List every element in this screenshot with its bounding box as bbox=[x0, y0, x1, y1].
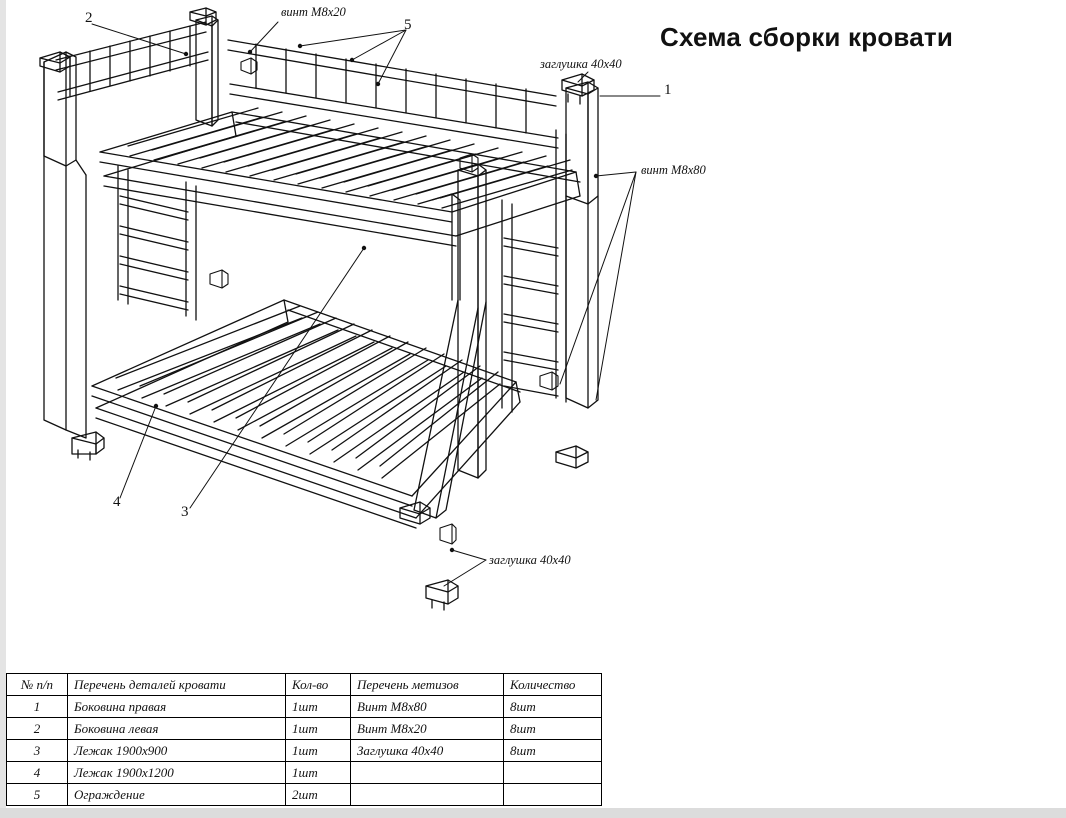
table-row bbox=[7, 740, 602, 762]
callout-cap-40x40-top: заглушка 40х40 bbox=[540, 57, 622, 71]
cell-num: 1 bbox=[7, 696, 68, 718]
parts-table bbox=[6, 673, 602, 806]
table-row bbox=[7, 784, 602, 806]
cell-num: 2 bbox=[7, 718, 68, 740]
header-num: № п/п bbox=[7, 674, 68, 696]
cap-foot-left bbox=[72, 432, 104, 460]
post-back-right bbox=[566, 82, 598, 408]
ladder-right bbox=[502, 130, 566, 412]
item-number-1: 1 bbox=[664, 82, 672, 98]
upper-bed-frame bbox=[100, 108, 580, 246]
cell-hardware-qty: 8шт bbox=[504, 696, 602, 718]
leader-dots bbox=[154, 44, 598, 552]
table-row bbox=[7, 762, 602, 784]
table-header-row bbox=[7, 674, 602, 696]
callout-cap-40x40-bottom: заглушка 40х40 bbox=[489, 553, 571, 567]
table-row bbox=[7, 696, 602, 718]
header-hardware-qty: Количество bbox=[504, 674, 602, 696]
cell-hardware: Винт М8х20 bbox=[351, 718, 504, 740]
cell-num: 5 bbox=[7, 784, 68, 806]
page-title: Схема сборки кровати bbox=[660, 22, 954, 52]
cell-hardware: Винт М8х80 bbox=[351, 696, 504, 718]
cell-partname: Боковина правая bbox=[68, 696, 286, 718]
cell-hardware bbox=[351, 762, 504, 784]
cell-hardware-qty bbox=[504, 762, 602, 784]
cell-num: 4 bbox=[7, 762, 68, 784]
cell-hardware-qty: 8шт bbox=[504, 740, 602, 762]
fastener-marks bbox=[210, 58, 558, 544]
cell-hardware-qty bbox=[504, 784, 602, 806]
header-partname: Перечень деталей кровати bbox=[68, 674, 286, 696]
cell-partname: Ограждение bbox=[68, 784, 286, 806]
callout-screw-m8x20: винт М8х20 bbox=[281, 5, 346, 19]
cell-partname: Лежак 1900х900 bbox=[68, 740, 286, 762]
cap-foot-right bbox=[556, 446, 588, 468]
guard-rail-back bbox=[228, 40, 558, 148]
callout-screw-m8x80: винт М8х80 bbox=[641, 163, 706, 177]
cell-qty: 1шт bbox=[286, 740, 351, 762]
item-number-3: 3 bbox=[181, 504, 189, 520]
post-back-left bbox=[44, 52, 86, 438]
item-number-4: 4 bbox=[113, 494, 121, 510]
cell-qty: 1шт bbox=[286, 762, 351, 784]
guard-rail-left bbox=[56, 16, 218, 126]
cell-partname: Боковина левая bbox=[68, 718, 286, 740]
header-qty: Кол-во bbox=[286, 674, 351, 696]
cell-qty: 2шт bbox=[286, 784, 351, 806]
cell-qty: 1шт bbox=[286, 718, 351, 740]
item-number-2: 2 bbox=[85, 10, 93, 26]
header-hardware: Перечень метизов bbox=[351, 674, 504, 696]
cap-foot-center-right bbox=[426, 580, 458, 610]
table-row bbox=[7, 718, 602, 740]
cell-partname: Лежак 1900х1200 bbox=[68, 762, 286, 784]
item-number-5: 5 bbox=[404, 17, 412, 33]
cell-hardware-qty: 8шт bbox=[504, 718, 602, 740]
cell-qty: 1шт bbox=[286, 696, 351, 718]
cell-hardware bbox=[351, 784, 504, 806]
cell-hardware: Заглушка 40х40 bbox=[351, 740, 504, 762]
cap-post-back-right bbox=[562, 74, 594, 104]
cell-num: 3 bbox=[7, 740, 68, 762]
leg-front-splayed bbox=[414, 300, 486, 518]
